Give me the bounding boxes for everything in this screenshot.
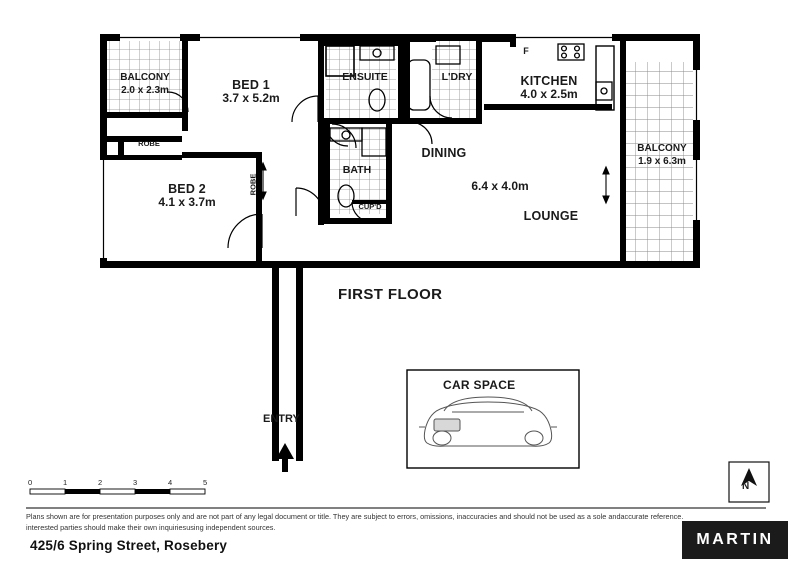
- room-label-laundry: L'DRY: [441, 71, 473, 83]
- scale-tick-4: 4: [168, 478, 173, 487]
- room-label-bed-2: BED 2 4.1 x 3.7m: [158, 182, 216, 210]
- scale-tick-3: 3: [133, 478, 138, 487]
- room-label-balcony-right: BALCONY 1.9 x 6.3m: [637, 143, 687, 167]
- scale-tick-5: 5: [203, 478, 208, 487]
- room-label-lounge: LOUNGE: [523, 209, 579, 223]
- room-label-robe-bed2: ROBE: [138, 139, 160, 148]
- brand-logo: [682, 521, 788, 559]
- room-label-dining: DINING: [421, 146, 467, 160]
- scale-tick-2: 2: [98, 478, 103, 487]
- room-label-bath: BATH: [342, 164, 372, 176]
- disclaimer-line-2: interested parties should make their own inquiriesusing independent sources.: [26, 523, 276, 532]
- room-label-bed-1: BED 1 3.7 x 5.2m: [222, 78, 280, 106]
- property-address: 425/6 Spring Street, Rosebery: [30, 538, 228, 553]
- entry-label: ENTRY: [263, 413, 300, 425]
- room-label-kitchen: KITCHEN 4.0 x 2.5m: [520, 74, 578, 102]
- disclaimer-line-1: Plans shown are for presentation purposes only and are not part of any legal document or title. They are subject to errors, omissions, inaccuracies and should not be used as a sole andaccurate reference.: [26, 512, 684, 521]
- room-label-ensuite: ENSUITE: [342, 71, 388, 83]
- room-label-balcony-left: BALCONY 2.0 x 2.3m: [120, 72, 170, 96]
- room-dimension-living: 6.4 x 4.0m: [471, 179, 529, 193]
- fridge-label: F: [523, 46, 529, 56]
- brand-logo-text: MARTIN: [696, 531, 774, 548]
- car-space-title: CAR SPACE: [443, 378, 516, 392]
- room-label-robe-bed2-side: ROBE: [248, 173, 258, 196]
- scale-bar: [26, 489, 766, 508]
- scale-tick-0: 0: [28, 478, 33, 487]
- room-label-cupboard: CUP'D: [358, 202, 382, 211]
- scale-tick-1: 1: [63, 478, 68, 487]
- north-label: N: [742, 481, 750, 492]
- floor-title: FIRST FLOOR: [338, 286, 443, 303]
